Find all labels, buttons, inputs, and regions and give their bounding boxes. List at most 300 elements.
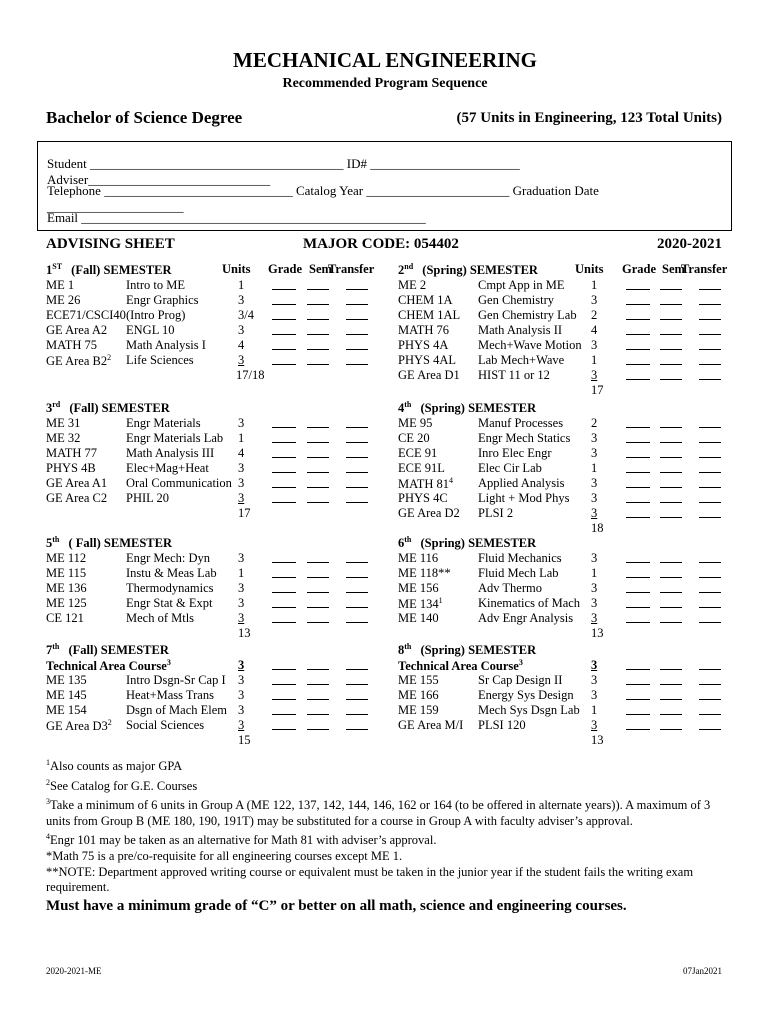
sem-entry-field[interactable]	[660, 566, 682, 578]
sem-entry-field[interactable]	[307, 446, 329, 458]
sem-entry-field[interactable]	[307, 658, 329, 670]
catalog-year-field[interactable]: ______________________	[366, 183, 510, 198]
transfer-entry-field[interactable]	[346, 446, 368, 458]
semester-ordinal: 5	[46, 536, 53, 551]
sem-entry-field[interactable]	[660, 491, 682, 503]
semester-label: (Fall) SEMESTER	[66, 401, 170, 416]
grade-entry-field[interactable]	[626, 703, 650, 715]
column-header-units: Units	[222, 262, 251, 276]
sem-entry-field[interactable]	[307, 353, 329, 365]
adviser-label: Adviser	[47, 172, 89, 187]
course-footnote-mark: 2	[107, 718, 112, 727]
course-row	[398, 446, 738, 461]
technical-area-label: Technical Area Course$^3$	[398, 658, 523, 674]
transfer-entry-field[interactable]	[699, 368, 721, 380]
course-row	[398, 431, 738, 446]
sem-entry-field[interactable]	[660, 703, 682, 715]
adviser-field[interactable]: ____________________________	[88, 172, 271, 187]
course-units: 4	[591, 323, 598, 337]
column-header-grade: Grade	[622, 262, 657, 276]
course-row	[398, 278, 738, 293]
course-code: ME 156	[398, 581, 439, 595]
course-code: ME 31	[46, 416, 81, 430]
course-code: PHYS 4A	[398, 338, 449, 352]
course-units: 3	[238, 581, 245, 595]
transfer-entry-field[interactable]	[346, 703, 368, 715]
footer-date: 07Jan2021	[683, 966, 722, 976]
sem-entry-field[interactable]	[660, 416, 682, 428]
grade-entry-field[interactable]	[626, 431, 650, 443]
grade-entry-field[interactable]	[272, 293, 296, 305]
semester-heading	[46, 535, 172, 551]
grade-entry-field[interactable]	[272, 491, 296, 503]
course-row	[46, 596, 386, 611]
semester-total-units: 13	[591, 626, 604, 640]
semester-ordinal-suffix: ST	[52, 262, 63, 271]
email-line	[47, 210, 426, 226]
course-name: Adv Engr Analysis	[478, 611, 574, 625]
sem-entry-field[interactable]	[660, 476, 682, 488]
sem-entry-field[interactable]	[307, 338, 329, 350]
course-name: Engr Mech Statics	[478, 431, 571, 445]
transfer-entry-field[interactable]	[346, 476, 368, 488]
transfer-entry-field[interactable]	[699, 293, 721, 305]
sem-entry-field[interactable]	[660, 596, 682, 608]
course-row	[398, 368, 738, 383]
email-label: Email	[47, 210, 79, 225]
grade-entry-field[interactable]	[272, 338, 296, 350]
course-units: 3	[238, 461, 245, 475]
course-row	[398, 461, 738, 476]
course-code: ME 140	[398, 611, 439, 625]
sem-entry-field[interactable]	[660, 308, 682, 320]
grade-entry-field[interactable]	[272, 658, 296, 670]
course-row	[398, 308, 738, 323]
sem-entry-field[interactable]	[660, 293, 682, 305]
course-name: Instu & Meas Lab	[126, 566, 217, 580]
academic-year: 2020-2021	[657, 236, 722, 252]
transfer-entry-field[interactable]	[699, 506, 721, 518]
grade-entry-field[interactable]	[626, 461, 650, 473]
transfer-entry-field[interactable]	[699, 566, 721, 578]
grade-entry-field[interactable]	[272, 566, 296, 578]
course-code: GE Area D1	[398, 368, 460, 382]
semester-ordinal-suffix: rd	[52, 400, 61, 409]
course-row	[46, 446, 386, 461]
transfer-entry-field[interactable]	[346, 338, 368, 350]
transfer-entry-field[interactable]	[346, 323, 368, 335]
sem-entry-field[interactable]	[660, 658, 682, 670]
course-code: GE Area C2	[46, 491, 108, 505]
course-name: Cmpt App in ME	[478, 278, 565, 292]
transfer-entry-field[interactable]	[699, 688, 721, 700]
transfer-entry-field[interactable]	[346, 688, 368, 700]
transfer-entry-field[interactable]	[346, 658, 368, 670]
grade-entry-field[interactable]	[272, 688, 296, 700]
page-subtitle: Recommended Program Sequence	[282, 76, 488, 91]
transfer-entry-field[interactable]	[346, 581, 368, 593]
course-code: MATH 76	[398, 323, 450, 337]
semester-heading	[398, 642, 536, 658]
course-row	[46, 278, 386, 293]
grade-entry-field[interactable]	[626, 308, 650, 320]
course-units: 3	[591, 446, 598, 460]
semester-total-units: 17	[238, 506, 251, 520]
sem-entry-field[interactable]	[307, 308, 329, 320]
transfer-entry-field[interactable]	[699, 431, 721, 443]
semester-ordinal: 4	[398, 401, 405, 416]
transfer-entry-field[interactable]	[699, 476, 721, 488]
grade-entry-field[interactable]	[626, 506, 650, 518]
transfer-entry-field[interactable]	[699, 353, 721, 365]
grade-entry-field[interactable]	[626, 293, 650, 305]
course-units: 3	[591, 338, 598, 352]
semester-label: (Fall) SEMESTER	[65, 643, 169, 658]
semester-ordinal-suffix: th	[404, 535, 412, 544]
course-code: MATH 77	[46, 446, 98, 460]
transfer-entry-field[interactable]	[699, 323, 721, 335]
grade-entry-field[interactable]	[272, 476, 296, 488]
course-code: ECE 91	[398, 446, 438, 460]
course-name: Elec+Mag+Heat	[126, 461, 209, 475]
course-units: 3	[238, 416, 245, 430]
transfer-entry-field[interactable]	[699, 581, 721, 593]
page-title: MECHANICAL ENGINEERING	[233, 48, 537, 72]
technical-area-footnote-mark: 3	[166, 658, 171, 667]
sem-entry-field[interactable]	[307, 718, 329, 730]
sem-entry-field[interactable]	[307, 431, 329, 443]
sem-entry-field[interactable]	[660, 611, 682, 623]
grade-entry-field[interactable]	[626, 611, 650, 623]
sem-entry-field[interactable]	[307, 673, 329, 685]
graduation-date-field[interactable]: _____________________	[47, 199, 184, 214]
footnotes	[46, 755, 736, 896]
grade-entry-field[interactable]	[626, 688, 650, 700]
course-code: ECE71/CSCI40	[46, 308, 126, 322]
footnote-3: $^3$Take a minimum of 6 units in Group A (ME 122, 137, 142, 144, 146, 162 or 164 (to be offered in alternate years)). A maximum of 3 units from Group B (ME 180, 190, 191T) may be substituted for a course in Group A with faculty adviser’s approval.	[46, 797, 711, 828]
course-code: CE 121	[46, 611, 84, 625]
transfer-entry-field[interactable]	[699, 308, 721, 320]
sem-entry-field[interactable]	[307, 551, 329, 563]
grade-entry-field[interactable]	[272, 703, 296, 715]
sem-entry-field[interactable]	[307, 461, 329, 473]
course-row	[398, 703, 738, 718]
sem-entry-field[interactable]	[307, 293, 329, 305]
sem-entry-field[interactable]	[307, 476, 329, 488]
grade-entry-field[interactable]	[626, 491, 650, 503]
course-row	[398, 323, 738, 338]
course-units: 3	[591, 688, 598, 702]
grade-entry-field[interactable]	[626, 416, 650, 428]
student-label: Student	[47, 156, 87, 171]
grade-entry-field[interactable]	[626, 338, 650, 350]
course-units: 3	[591, 551, 598, 565]
telephone-label: Telephone	[47, 183, 101, 198]
course-row	[46, 491, 386, 506]
transfer-entry-field[interactable]	[346, 416, 368, 428]
semester-label: (Spring) SEMESTER	[417, 643, 537, 658]
sem-entry-field[interactable]	[307, 703, 329, 715]
course-units: 3	[238, 718, 245, 732]
course-row	[398, 596, 738, 611]
transfer-entry-field[interactable]	[699, 338, 721, 350]
course-footnote-mark: 4	[449, 476, 454, 485]
sem-entry-field[interactable]	[660, 431, 682, 443]
grade-entry-field[interactable]	[272, 461, 296, 473]
course-code: GE Area M/I	[398, 718, 464, 732]
transfer-entry-field[interactable]	[346, 353, 368, 365]
grade-entry-field[interactable]	[272, 431, 296, 443]
semester-ordinal: 7	[46, 643, 53, 658]
course-units: 3	[238, 688, 245, 702]
course-units: 3	[591, 581, 598, 595]
course-row	[46, 323, 386, 338]
transfer-entry-field[interactable]	[699, 673, 721, 685]
grade-entry-field[interactable]	[272, 673, 296, 685]
course-name: Thermodynamics	[126, 581, 214, 595]
course-units: 3	[238, 293, 245, 307]
course-units: 3	[591, 368, 598, 382]
course-name: Light + Mod Phys	[478, 491, 570, 505]
semester-label: ( Fall) SEMESTER	[65, 536, 172, 551]
grade-entry-field[interactable]	[272, 323, 296, 335]
course-name: Oral Communication	[126, 476, 232, 490]
course-name: Energy Sys Design	[478, 688, 574, 702]
transfer-entry-field[interactable]	[346, 718, 368, 730]
semester-heading	[46, 262, 172, 278]
course-code: GE Area $D3^2$	[46, 718, 112, 734]
sem-entry-field[interactable]	[307, 581, 329, 593]
course-row	[398, 416, 738, 431]
course-name: Dsgn of Mach Elem	[126, 703, 228, 717]
course-code: ME $134^1$	[398, 596, 443, 612]
course-units: 3	[238, 323, 245, 337]
transfer-entry-field[interactable]	[346, 611, 368, 623]
sem-entry-field[interactable]	[660, 323, 682, 335]
course-row	[398, 506, 738, 521]
semester-label: (Fall) SEMESTER	[68, 263, 172, 278]
sem-entry-field[interactable]	[660, 461, 682, 473]
semester-label: (Spring) SEMESTER	[419, 263, 538, 278]
sem-entry-field[interactable]	[307, 416, 329, 428]
semester-ordinal-suffix: th	[404, 400, 412, 409]
transfer-entry-field[interactable]	[346, 431, 368, 443]
transfer-entry-field[interactable]	[346, 461, 368, 473]
course-code: GE Area A1	[46, 476, 108, 490]
course-name: Math Analysis II	[478, 323, 563, 337]
sem-entry-field[interactable]	[307, 611, 329, 623]
course-name: Fluid Mech Lab	[478, 566, 559, 580]
grade-entry-field[interactable]	[272, 596, 296, 608]
course-units: 3	[591, 506, 598, 520]
course-row	[46, 431, 386, 446]
transfer-entry-field[interactable]	[699, 416, 721, 428]
semester-heading	[398, 400, 536, 416]
sem-entry-field[interactable]	[307, 278, 329, 290]
course-name: Engr Mech: Dyn	[126, 551, 211, 565]
sem-entry-field[interactable]	[660, 353, 682, 365]
semester-ordinal-suffix: th	[52, 642, 60, 651]
course-units: 3	[238, 551, 245, 565]
grade-entry-field[interactable]	[626, 323, 650, 335]
advising-sheet-heading: ADVISING SHEET	[46, 236, 175, 252]
grade-entry-field[interactable]	[626, 658, 650, 670]
grade-entry-field[interactable]	[626, 596, 650, 608]
sem-entry-field[interactable]	[307, 566, 329, 578]
course-name: Engr Graphics	[126, 293, 199, 307]
transfer-entry-field[interactable]	[346, 673, 368, 685]
course-units: 1	[591, 278, 598, 292]
semester-total-units: 15	[238, 733, 251, 747]
grade-entry-field[interactable]	[272, 581, 296, 593]
course-units: 3	[591, 476, 598, 490]
grade-entry-field[interactable]	[626, 673, 650, 685]
sem-entry-field[interactable]	[660, 581, 682, 593]
course-name: Intro Dsgn-Sr Cap I	[126, 673, 226, 687]
course-row	[398, 491, 738, 506]
transfer-entry-field[interactable]	[346, 278, 368, 290]
sem-entry-field[interactable]	[660, 338, 682, 350]
grade-entry-field[interactable]	[272, 551, 296, 563]
course-name: Social Sciences	[126, 718, 205, 732]
column-header-sem: Sem	[309, 262, 332, 276]
student-field[interactable]: _______________________________________	[89, 156, 344, 171]
course-name: Mech+Wave Motion	[478, 338, 582, 352]
course-name: Engr Materials Lab	[126, 431, 224, 445]
course-name: Math Analysis III	[126, 446, 215, 460]
grade-entry-field[interactable]	[272, 353, 296, 365]
email-field[interactable]: _____________________________________________________	[81, 210, 426, 225]
transfer-entry-field[interactable]	[699, 446, 721, 458]
course-units: 3	[591, 611, 598, 625]
course-name: Intro to ME	[126, 278, 186, 292]
grade-entry-field[interactable]	[626, 446, 650, 458]
technical-area-units: 3	[591, 658, 598, 672]
course-name: Sr Cap Design II	[478, 673, 563, 687]
course-code: PHYS 4AL	[398, 353, 456, 367]
course-row	[398, 338, 738, 353]
course-name: Inro Elec Engr	[478, 446, 552, 460]
transfer-entry-field[interactable]	[699, 551, 721, 563]
course-code: PHYS 4B	[46, 461, 96, 475]
grade-entry-field[interactable]	[272, 416, 296, 428]
course-row	[398, 611, 738, 626]
sem-entry-field[interactable]	[660, 673, 682, 685]
transfer-entry-field[interactable]	[699, 491, 721, 503]
catalog-year-label: Catalog Year	[295, 183, 364, 198]
column-header-sem: Sem	[662, 262, 685, 276]
transfer-entry-field[interactable]	[699, 596, 721, 608]
course-row	[46, 476, 386, 491]
course-name: Lab Mech+Wave	[478, 353, 565, 367]
grade-entry-field[interactable]	[626, 368, 650, 380]
transfer-entry-field[interactable]	[699, 461, 721, 473]
grade-entry-field[interactable]	[626, 551, 650, 563]
course-code: ME 118**	[398, 566, 451, 580]
grade-entry-field[interactable]	[626, 566, 650, 578]
course-units: 3	[238, 703, 245, 717]
course-units: 3	[238, 353, 245, 367]
transfer-entry-field[interactable]	[346, 293, 368, 305]
footnote-1: $^1$Also counts as major GPA	[46, 758, 183, 774]
course-code: ME 154	[46, 703, 87, 717]
course-footnote-mark: 2	[107, 353, 112, 362]
transfer-entry-field[interactable]	[346, 566, 368, 578]
course-row	[46, 581, 386, 596]
sem-entry-field[interactable]	[307, 323, 329, 335]
semester-total-units: 17	[591, 383, 604, 397]
course-row	[398, 673, 738, 688]
transfer-entry-field[interactable]	[699, 611, 721, 623]
transfer-entry-field[interactable]	[699, 658, 721, 670]
transfer-entry-field[interactable]	[699, 278, 721, 290]
course-name: ENGL 10	[126, 323, 175, 337]
semester-label: (Spring) SEMESTER	[417, 401, 537, 416]
transfer-entry-field[interactable]	[699, 718, 721, 730]
transfer-entry-field[interactable]	[346, 491, 368, 503]
grade-entry-field[interactable]	[626, 353, 650, 365]
course-name: Engr Stat & Expt	[126, 596, 213, 610]
course-row	[46, 353, 386, 368]
sem-entry-field[interactable]	[660, 368, 682, 380]
sem-entry-field[interactable]	[307, 596, 329, 608]
grade-entry-field[interactable]	[272, 308, 296, 320]
course-name: PLSI 2	[478, 506, 514, 520]
grade-entry-field[interactable]	[272, 718, 296, 730]
sem-entry-field[interactable]	[660, 506, 682, 518]
grade-entry-field[interactable]	[626, 476, 650, 488]
semester-label: (Spring) SEMESTER	[417, 536, 537, 551]
semester-ordinal: 2	[398, 263, 405, 278]
sem-entry-field[interactable]	[660, 718, 682, 730]
course-row	[46, 293, 386, 308]
transfer-entry-field[interactable]	[346, 551, 368, 563]
grade-entry-field[interactable]	[626, 278, 650, 290]
sem-entry-field[interactable]	[660, 278, 682, 290]
course-name: Heat+Mass Trans	[126, 688, 214, 702]
transfer-entry-field[interactable]	[346, 596, 368, 608]
course-row	[46, 338, 386, 353]
grade-entry-field[interactable]	[272, 446, 296, 458]
id-field[interactable]: _______________________	[370, 156, 520, 171]
technical-area-row	[46, 658, 386, 673]
transfer-entry-field[interactable]	[699, 703, 721, 715]
course-row	[46, 611, 386, 626]
course-code: ME 135	[46, 673, 87, 687]
sem-entry-field[interactable]	[660, 446, 682, 458]
course-units: 4	[238, 446, 245, 460]
semester-heading	[398, 262, 538, 278]
grade-entry-field[interactable]	[626, 581, 650, 593]
grade-entry-field[interactable]	[626, 718, 650, 730]
sem-entry-field[interactable]	[307, 688, 329, 700]
course-row	[46, 673, 386, 688]
course-code: ME 136	[46, 581, 87, 595]
course-units: 3	[238, 673, 245, 687]
grade-entry-field[interactable]	[272, 611, 296, 623]
course-name: Manuf Processes	[478, 416, 564, 430]
footnote-2: $^2$See Catalog for G.E. Courses	[46, 777, 198, 793]
sem-entry-field[interactable]	[660, 551, 682, 563]
telephone-field[interactable]: _____________________________	[104, 183, 293, 198]
course-code: ME 2	[398, 278, 427, 292]
sem-entry-field[interactable]	[307, 491, 329, 503]
grade-entry-field[interactable]	[272, 278, 296, 290]
transfer-entry-field[interactable]	[346, 308, 368, 320]
course-row	[46, 416, 386, 431]
semester-ordinal-suffix: th	[404, 642, 412, 651]
sem-entry-field[interactable]	[660, 688, 682, 700]
